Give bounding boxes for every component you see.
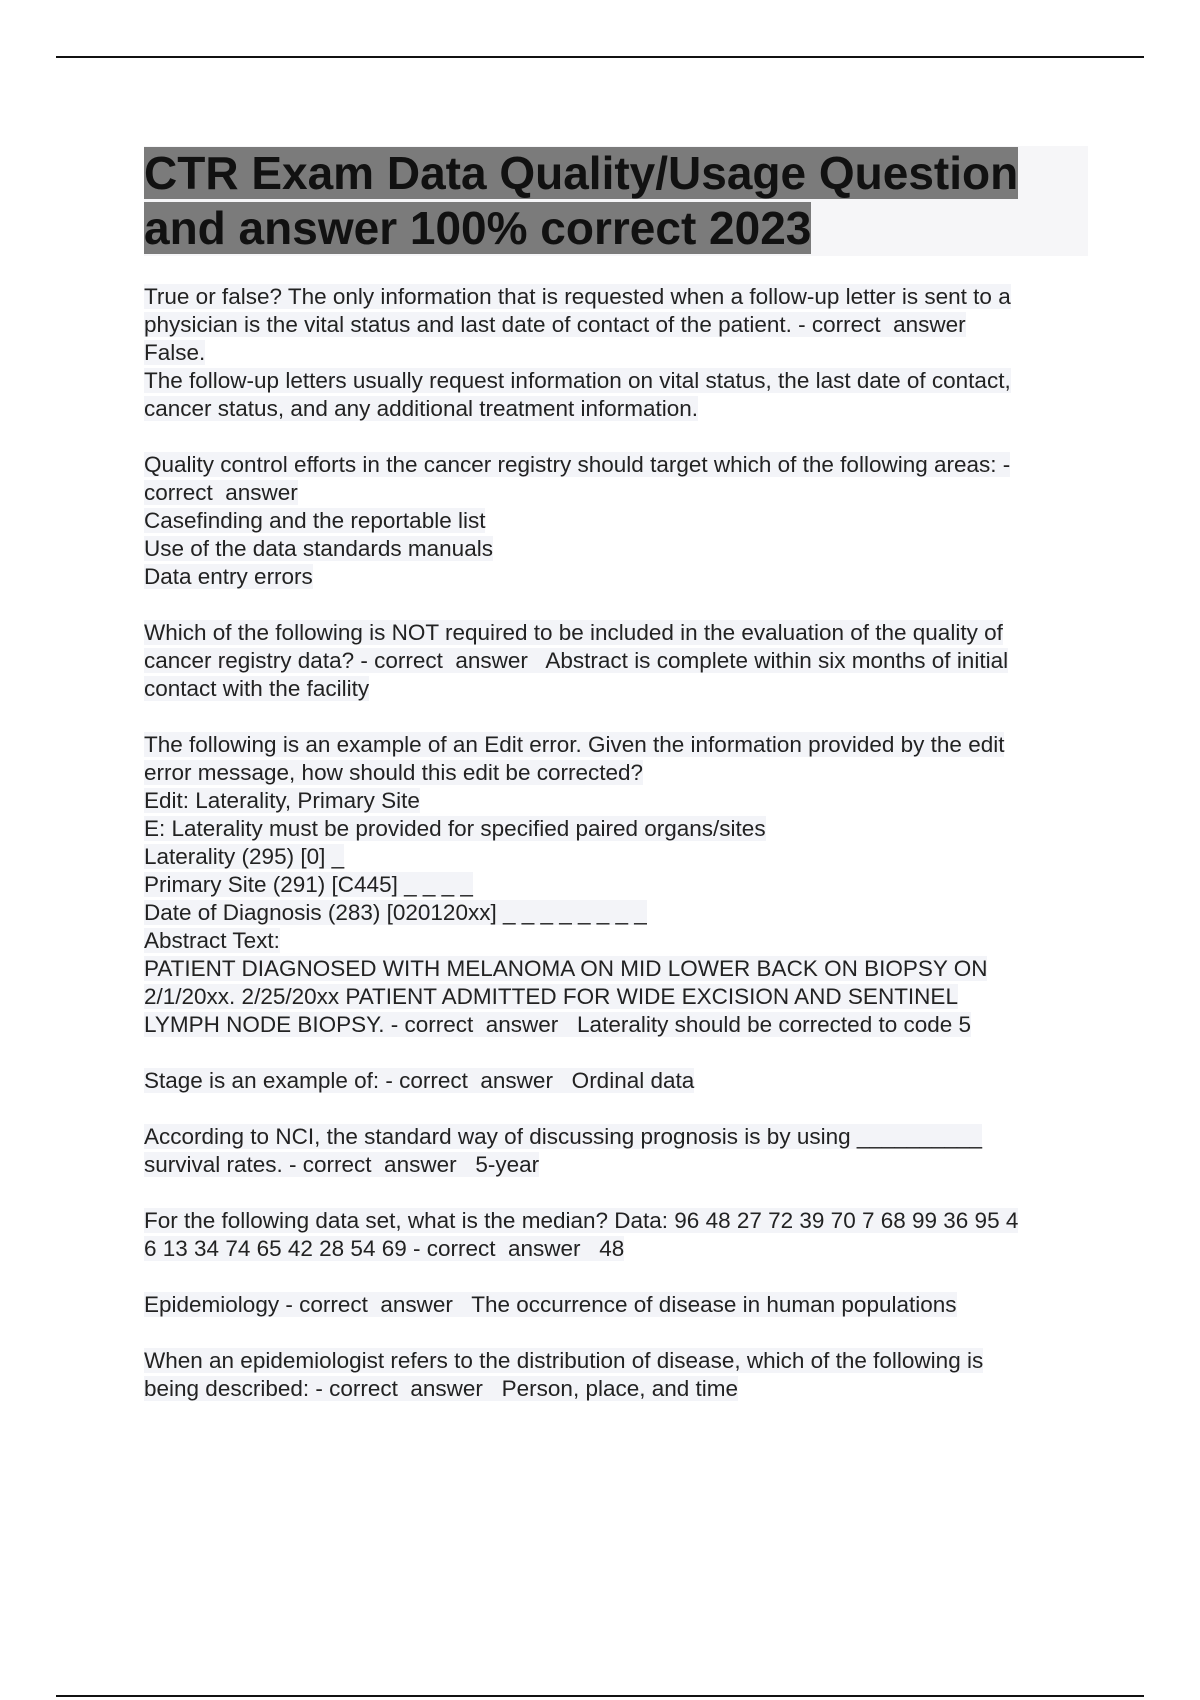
title-block bbox=[144, 146, 1088, 256]
qa-item bbox=[144, 451, 1090, 591]
qa-item bbox=[144, 731, 1090, 1039]
qa-line: Edit: Laterality, Primary Site bbox=[144, 788, 420, 813]
qa-line: 2/1/20xx. 2/25/20xx PATIENT ADMITTED FOR WIDE EXCISION AND SENTINEL bbox=[144, 984, 958, 1009]
qa-line: correct answer bbox=[144, 480, 298, 505]
qa-line: LYMPH NODE BIOPSY. - correct answer Laterality should be corrected to code 5 bbox=[144, 1012, 972, 1037]
qa-line: Laterality (295) [0] _ bbox=[144, 844, 345, 869]
qa-item bbox=[144, 619, 1090, 703]
document-body bbox=[144, 146, 1090, 1431]
title-line-2: and answer 100% correct 2023 bbox=[144, 202, 812, 254]
qa-item bbox=[144, 1123, 1090, 1179]
qa-item bbox=[144, 1067, 1090, 1095]
qa-list bbox=[144, 283, 1090, 1403]
qa-line: False. bbox=[144, 340, 206, 365]
qa-line: cancer status, and any additional treatment information. bbox=[144, 396, 699, 421]
qa-item bbox=[144, 1207, 1090, 1263]
qa-line: Stage is an example of: - correct answer Ordinal data bbox=[144, 1068, 695, 1093]
qa-line: survival rates. - correct answer 5-year bbox=[144, 1152, 540, 1177]
top-rule bbox=[56, 56, 1144, 58]
qa-line: Which of the following is NOT required to be included in the evaluation of the quality of bbox=[144, 620, 1003, 645]
qa-line: cancer registry data? - correct answer Abstract is complete within six months of initial bbox=[144, 648, 1009, 673]
document-title bbox=[144, 146, 1088, 256]
qa-item bbox=[144, 1291, 1090, 1319]
qa-line: Date of Diagnosis (283) [020120xx] _ _ _ _ _ _ _ _ bbox=[144, 900, 647, 925]
qa-item bbox=[144, 1347, 1090, 1403]
qa-line: error message, how should this edit be corrected? bbox=[144, 760, 644, 785]
qa-line: Abstract Text: bbox=[144, 928, 280, 953]
qa-line: Quality control efforts in the cancer registry should target which of the following areas: - bbox=[144, 452, 1011, 477]
qa-line: Casefinding and the reportable list bbox=[144, 508, 486, 533]
qa-line: E: Laterality must be provided for specified paired organs/sites bbox=[144, 816, 766, 841]
qa-line: Data entry errors bbox=[144, 564, 313, 589]
qa-line: For the following data set, what is the median? Data: 96 48 27 72 39 70 7 68 99 36 95 4 bbox=[144, 1208, 1019, 1233]
qa-line: PATIENT DIAGNOSED WITH MELANOMA ON MID LOWER BACK ON BIOPSY ON bbox=[144, 956, 988, 981]
qa-line: contact with the facility bbox=[144, 676, 370, 701]
title-line-1: CTR Exam Data Quality/Usage Question bbox=[144, 147, 1019, 199]
qa-line: physician is the vital status and last date of contact of the patient. - correct answer bbox=[144, 312, 966, 337]
qa-line: Use of the data standards manuals bbox=[144, 536, 493, 561]
qa-line: True or false? The only information that is requested when a follow-up letter is sent to a bbox=[144, 284, 1011, 309]
qa-line: The following is an example of an Edit error. Given the information provided by the edit bbox=[144, 732, 1005, 757]
bottom-rule bbox=[56, 1695, 1144, 1697]
qa-line: 6 13 34 74 65 42 28 54 69 - correct answer 48 bbox=[144, 1236, 625, 1261]
qa-line: According to NCI, the standard way of discussing prognosis is by using __________ bbox=[144, 1124, 982, 1149]
qa-item bbox=[144, 283, 1090, 423]
qa-line: Primary Site (291) [C445] _ _ _ _ bbox=[144, 872, 473, 897]
qa-line: Epidemiology - correct answer The occurrence of disease in human populations bbox=[144, 1292, 957, 1317]
qa-line: The follow-up letters usually request information on vital status, the last date of contact, bbox=[144, 368, 1011, 393]
qa-line: being described: - correct answer Person, place, and time bbox=[144, 1376, 739, 1401]
qa-line: When an epidemiologist refers to the distribution of disease, which of the following is bbox=[144, 1348, 984, 1373]
